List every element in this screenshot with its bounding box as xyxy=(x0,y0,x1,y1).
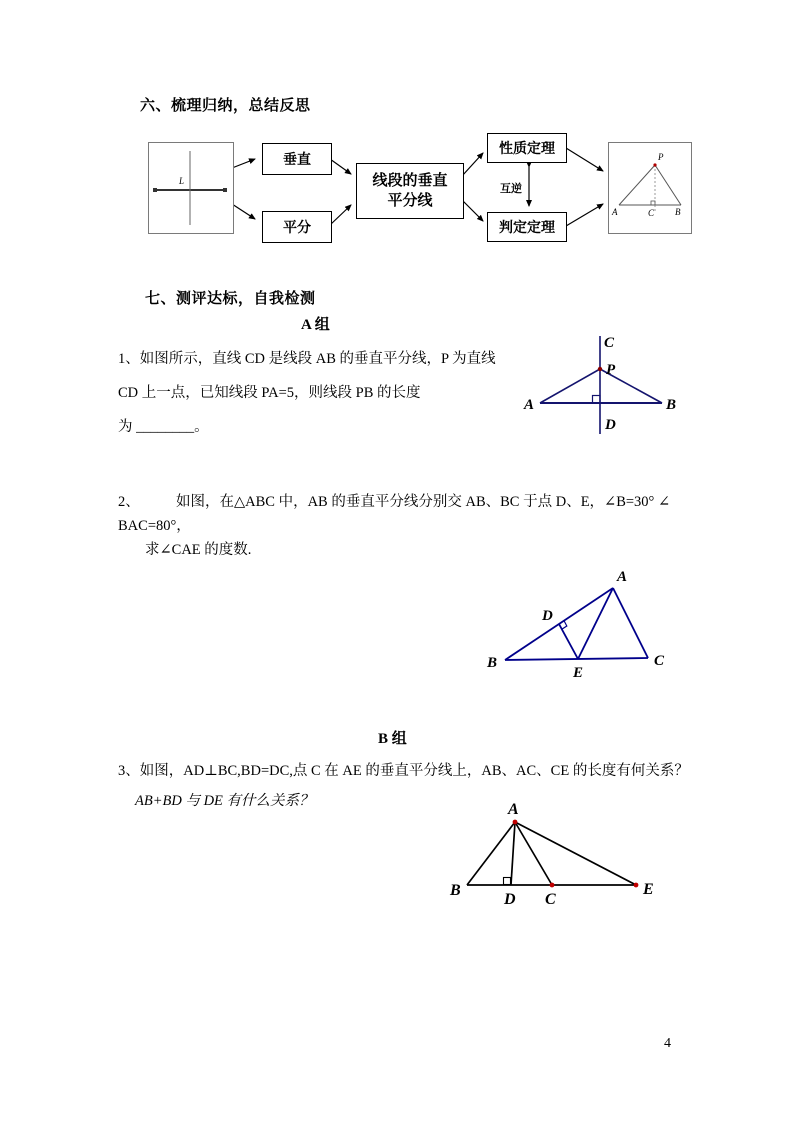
point-label-e: E xyxy=(643,881,654,898)
point-c-dot xyxy=(550,883,555,888)
box-property-theorem: 性质定理 xyxy=(487,133,567,163)
flowchart-left-figure xyxy=(148,142,234,234)
point-p-dot xyxy=(653,163,656,166)
point-a-dot xyxy=(513,820,518,825)
triangle-mini-figure xyxy=(609,143,689,231)
problem-2-line2: BAC=80°， xyxy=(118,518,191,534)
problem-1-line1: 1、如图所示，直线 CD 是线段 AB 的垂直平分线，P 为直线 xyxy=(118,351,496,367)
right-angle-mark xyxy=(593,396,601,404)
endpoint-mark xyxy=(153,188,157,192)
point-label-e: E xyxy=(573,665,584,681)
section-test-title: 七、测评达标，自我检测 xyxy=(145,290,316,307)
point-label-c: C xyxy=(654,653,665,669)
right-angle-mark xyxy=(504,878,511,885)
problem-3-line1: 3、如图，AD⊥BC,BD=DC,点 C 在 AE 的垂直平分线上，AB、AC、CE 的长度有何关系？ xyxy=(118,763,689,779)
point-label-p: P xyxy=(606,362,616,378)
box-bisect: 平分 xyxy=(262,211,332,243)
center-box-line2: 平分线 xyxy=(387,192,433,209)
flowchart-right-figure xyxy=(608,142,692,234)
segment-bisector-mini-figure xyxy=(149,143,231,231)
point-label-b: B xyxy=(487,655,498,671)
page-number: 4 xyxy=(664,1036,671,1051)
arrow-line xyxy=(232,204,255,219)
group-b-label: B 组 xyxy=(378,731,407,747)
point-label-a: A xyxy=(612,207,618,217)
problem-1-text xyxy=(118,342,528,444)
segment-ad xyxy=(511,822,515,885)
side-line xyxy=(619,165,655,205)
arrow-line xyxy=(566,148,603,171)
segment-bc xyxy=(505,658,648,660)
arrow-line xyxy=(232,159,255,168)
segment-ac xyxy=(613,588,648,658)
arrow-line xyxy=(330,205,351,225)
problem-3-line2: AB+BD 与 DE 有什么关系？ xyxy=(135,793,314,809)
point-label-p: P xyxy=(658,152,664,162)
problem-1-figure xyxy=(520,330,695,442)
box-judgment-theorem: 判定定理 xyxy=(487,212,567,242)
problem-1-line2: CD 上一点，已知线段 PA=5，则线段 PB 的长度 xyxy=(118,385,421,401)
point-label-a: A xyxy=(508,801,519,818)
problem-1-line3: 为 ________。 xyxy=(118,419,209,435)
point-label-d: D xyxy=(504,891,516,908)
arrow-line xyxy=(330,159,351,174)
segment-ap xyxy=(540,369,600,403)
point-label-b: B xyxy=(450,882,461,899)
group-a-label: A 组 xyxy=(301,317,330,333)
point-e-dot xyxy=(634,883,639,888)
segment-ab xyxy=(467,822,515,885)
problem-2-line3: 求∠CAE 的度数. xyxy=(145,542,252,558)
point-label-c: C xyxy=(648,208,655,218)
point-p-dot xyxy=(598,367,602,371)
box-perpendicular-bisector xyxy=(356,163,464,219)
problem-2-text xyxy=(118,490,738,562)
point-label-d: D xyxy=(605,417,616,433)
point-label-a: A xyxy=(524,397,535,413)
arrow-line xyxy=(566,204,603,226)
box-perpendicular-bisector-text xyxy=(372,171,447,212)
problem-2-figure xyxy=(460,565,685,695)
box-perpendicular: 垂直 xyxy=(262,143,332,175)
center-box-line1: 线段的垂直 xyxy=(372,171,448,189)
point-label-d: D xyxy=(542,608,553,624)
arrow-line xyxy=(462,153,483,176)
endpoint-mark xyxy=(223,188,227,192)
section-review-title: 六、梳理归纳，总结反思 xyxy=(140,97,311,114)
point-label-c: C xyxy=(604,335,615,351)
problem-2-line1: 2、 如图，在△ABC 中，AB 的垂直平分线分别交 AB、BC 于点 D、E，∠B=30° ∠ xyxy=(118,494,671,510)
left-fig-label-l: L xyxy=(179,176,185,186)
point-label-b: B xyxy=(666,397,677,413)
point-label-b: B xyxy=(675,207,681,217)
point-label-c: C xyxy=(545,891,556,908)
point-label-a: A xyxy=(617,569,628,585)
right-angle-mark xyxy=(651,201,655,205)
mutual-inverse-label: 互逆 xyxy=(500,183,522,195)
problem-3-figure xyxy=(440,800,675,918)
arrow-line xyxy=(462,200,483,221)
side-line xyxy=(655,165,681,205)
